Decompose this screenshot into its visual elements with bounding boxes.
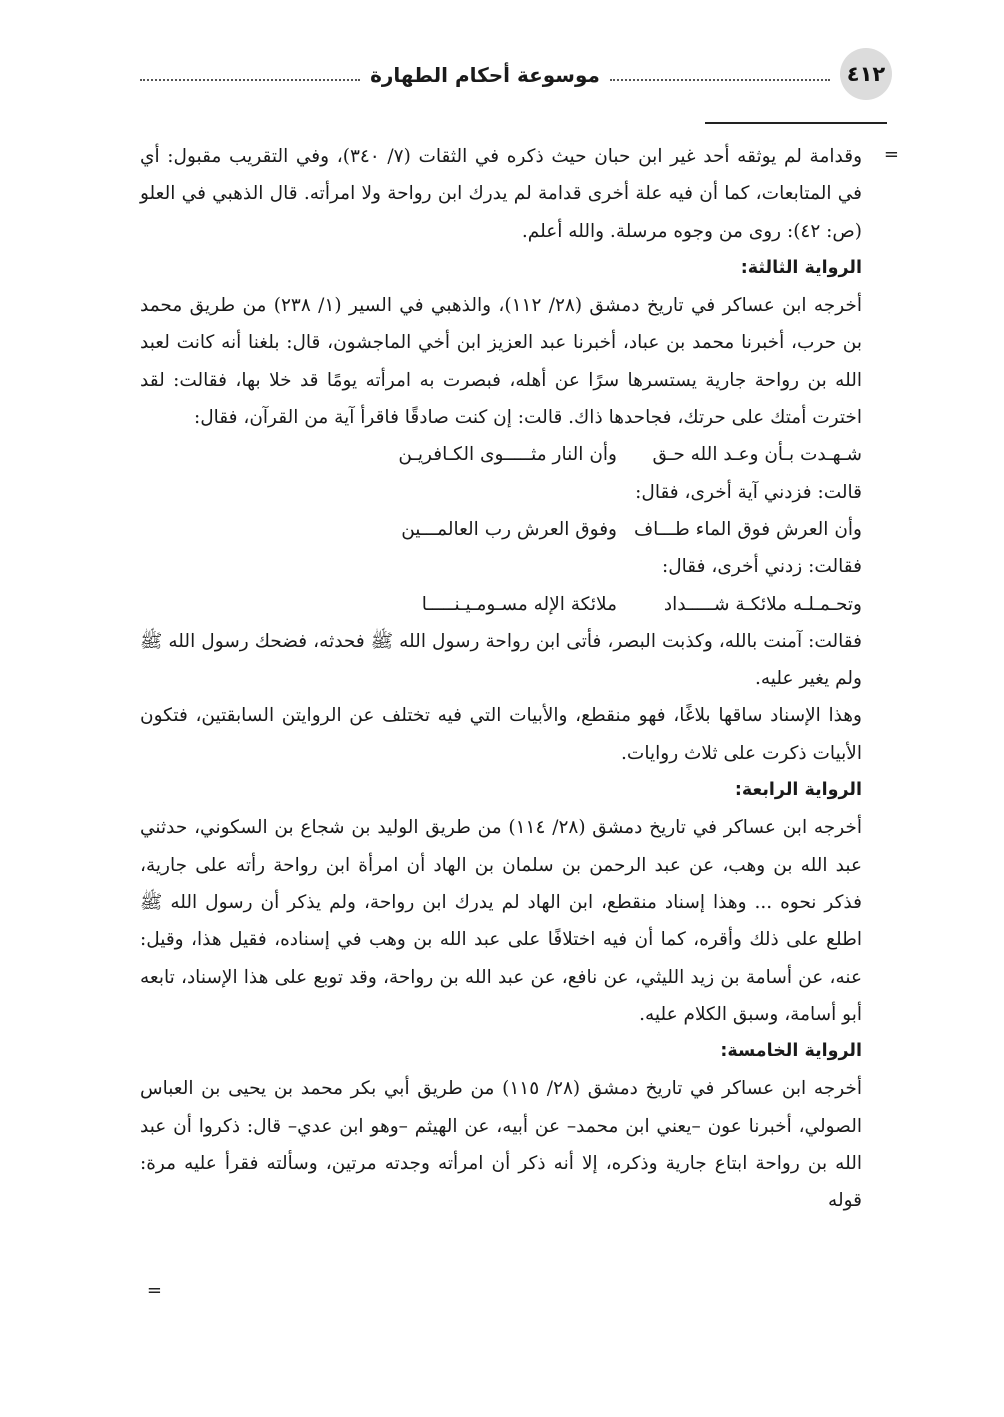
line-request-2: قالت: فزدني آية أخرى، فقال: xyxy=(635,481,862,503)
header-title-line xyxy=(140,60,830,90)
verse-line-2 xyxy=(140,511,862,548)
footnote-body xyxy=(140,138,862,1220)
continuation-marker-top: = xyxy=(883,144,899,165)
heading-third-narration: الرواية الثالثة: xyxy=(740,257,862,278)
footnote-separator xyxy=(705,122,887,124)
heading-fourth-narration: الرواية الرابعة: xyxy=(734,780,862,801)
continuation-marker-bottom: = xyxy=(146,1280,162,1301)
verse-2-second-hemistich: وفوق العرش رب العالمـــين xyxy=(401,518,617,540)
book-title: موسوعة أحكام الطهارة xyxy=(370,63,600,87)
line-request-3: فقالت: زدني أخرى، فقال: xyxy=(661,556,862,578)
heading-fifth-narration: الرواية الخامسة: xyxy=(720,1041,862,1062)
paragraph-fourth-narration: أخرجه ابن عساكر في تاريخ دمشق (٢٨/ ١١٤) من طريق الوليد بن شجاع بن السكوني، حدثني عبد الله بن وهب، عن عبد الرحمن بن سلمان بن الهاد أن امرأة ابن رواحة رأته على جارية، فذكر نحوه ... وهذا إسناد منقطع، ابن الهاد لم يدرك ابن رواحة، ولم يذكر أن رسول الله ﷺ اطلع على ذلك وأقره، كما أن فيه اختلافًا على عبد الله بن وهب في إسناده، فقيل هذا، وقيل: عنه، عن أسامة بن زيد الليثي، عن نافع، عن عبد الله بن رواحة، وقد توبع على هذا الإسناد، تابعه أبو أسامة، وسبق الكلام عليه. xyxy=(140,817,862,1025)
verse-1-second-hemistich: وأن النار مثـــــوى الكـافريـن xyxy=(398,444,617,466)
verse-3-first-hemistich: وتحـمـلـه ملائكـة شـــــداد xyxy=(663,593,862,615)
running-header xyxy=(140,48,892,100)
verse-3-second-hemistich: ملائكة الإله مسـومـيـنـــــا xyxy=(421,593,617,615)
page-number: ٤١٢ xyxy=(840,48,892,100)
paragraph-isnad-comment: وهذا الإسناد ساقها بلاغًا، فهو منقطع، والأبيات التي فيه تختلف عن الروايتن السابقتين، فتكون الأبيات ذكرت على ثلاث روايات. xyxy=(140,705,862,764)
verse-2-first-hemistich: وأن العرش فوق الماء طـــاف xyxy=(633,518,862,540)
verse-line-3 xyxy=(140,586,862,623)
paragraph-conclusion-story: فقالت: آمنت بالله، وكذبت البصر، فأتى ابن رواحة رسول الله ﷺ فحدثه، فضحك رسول الله ﷺ ولم يغير عليه. xyxy=(140,630,862,690)
verse-line-1 xyxy=(140,436,862,473)
header-dots-left xyxy=(140,79,360,81)
paragraph-narrator-note: وقدامة لم يوثقه أحد غير ابن حبان حيث ذكره في الثقات (٧/ ٣٤٠)، وفي التقريب مقبول: أي في المتابعات، كما أن فيه علة أخرى قدامة لم يدرك ابن رواحة ولا امرأته. قال الذهبي في العلو (ص: ٤٢): روى من وجوه مرسلة. والله أعلم. xyxy=(140,146,863,242)
paragraph-third-narration: أخرجه ابن عساكر في تاريخ دمشق (٢٨/ ١١٢)، والذهبي في السير (١/ ٢٣٨) من طريق محمد بن حرب، أخبرنا محمد بن عباد، أخبرنا عبد العزيز ابن أخي الماجشون، قال: بلغنا أنه كانت لعبد الله بن رواحة جارية يستسرها سرًا عن أهله، فبصرت به امرأته يومًا قد خلا بها، فقالت: لقد اخترت أمتك على حرتك، فجاحدها ذاك. قالت: إن كنت صادقًا فاقرأ آية من القرآن، فقال: xyxy=(140,295,862,429)
verse-1-first-hemistich: شـهـدت بـأن وعـد الله حـق xyxy=(652,444,862,466)
header-dots-right xyxy=(610,79,830,81)
paragraph-fifth-narration: أخرجه ابن عساكر في تاريخ دمشق (٢٨/ ١١٥) من طريق أبي بكر محمد بن يحيى بن العباس الصولي، أخبرنا عون –يعني ابن محمد– عن أبيه، عن الهيثم –وهو ابن عدي– قال: ذكروا أن عبد الله بن رواحة ابتاع جارية وذكره، إلا أنه ذكر أن امرأته وجدته مرتين، وسألته فقرأ عليه مرة: قوله xyxy=(140,1078,862,1212)
